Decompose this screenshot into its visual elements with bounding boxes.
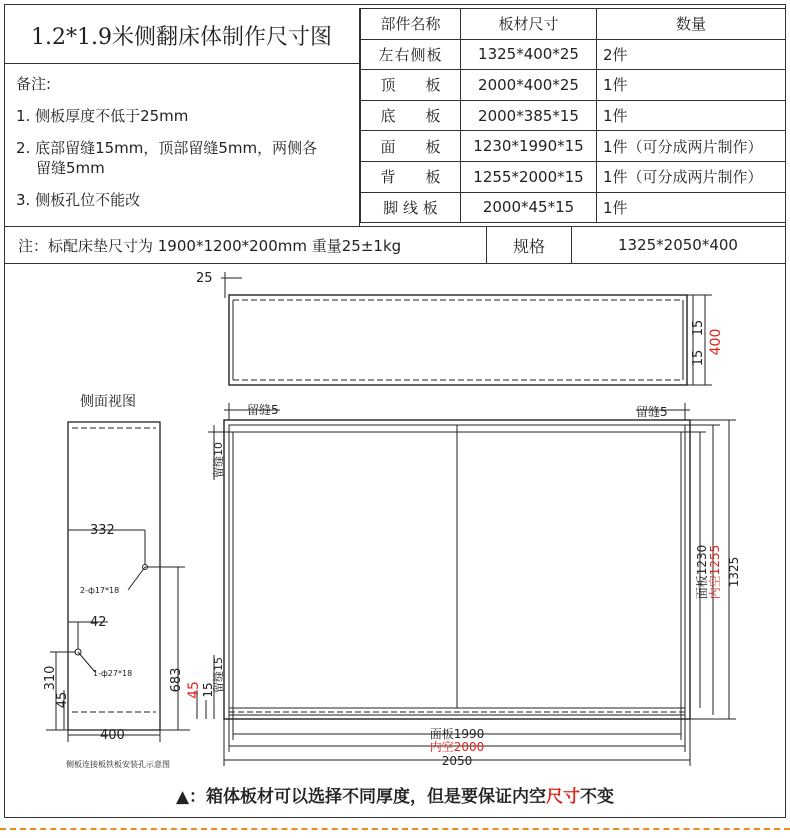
header-part-name: 部件名称 bbox=[361, 9, 461, 40]
spec-value: 1325*2050*400 bbox=[618, 236, 738, 254]
dim-25-label: 25 bbox=[196, 271, 213, 286]
row-size: 2000*45*15 bbox=[461, 192, 597, 223]
row-size: 1325*400*25 bbox=[461, 39, 597, 70]
row-name: 脚 线 板 bbox=[361, 192, 461, 223]
row-name: 面 板 bbox=[361, 131, 461, 162]
note-item-1: 1. 侧板厚度不低于25mm bbox=[16, 107, 189, 125]
dim-332-label: 332 bbox=[90, 523, 115, 538]
row-name: 左右侧板 bbox=[361, 39, 461, 70]
row-qty: 1件（可分成两片制作） bbox=[597, 161, 786, 192]
row-size: 2000*385*15 bbox=[461, 100, 597, 131]
dim-side-45-label: 45 bbox=[55, 691, 70, 709]
row-name: 底 板 bbox=[361, 100, 461, 131]
side-view-outline bbox=[68, 422, 160, 730]
notes-heading: 备注: bbox=[16, 75, 52, 93]
dim-45-red-label: 45 bbox=[186, 681, 202, 699]
bottom-dashed-divider bbox=[0, 828, 790, 830]
hole-2-label: 1-ф27*18 bbox=[93, 669, 133, 678]
hole-1-leader bbox=[128, 567, 145, 590]
footer-highlight: 尺寸 bbox=[546, 787, 581, 807]
row-qty: 1件 bbox=[597, 70, 786, 101]
row-qty: 1件 bbox=[597, 192, 786, 223]
side-view-caption: 侧板连接板铁板安装孔示意图 bbox=[66, 760, 170, 769]
header-board-size: 板材尺寸 bbox=[461, 9, 597, 40]
panel-1230-label: 面板1230 bbox=[695, 544, 709, 600]
panel-1990-label: 面板1990 bbox=[429, 727, 485, 741]
dim-42-label: 42 bbox=[90, 615, 107, 630]
dim-683-label: 683 bbox=[169, 667, 184, 693]
footer-note bbox=[4, 782, 786, 807]
dim-15b-label: 15 bbox=[691, 349, 706, 367]
row-size: 1255*2000*15 bbox=[461, 161, 597, 192]
top-view-outline bbox=[229, 295, 687, 385]
mattress-note: 注：标配床垫尺寸为 1900*1200*200mm 重量25±1kg bbox=[18, 237, 402, 255]
dim-15a-label: 15 bbox=[691, 319, 706, 337]
spec-label: 规格 bbox=[486, 227, 572, 263]
dim-1325-label: 1325 bbox=[727, 556, 741, 588]
row-qty: 1件（可分成两片制作） bbox=[597, 131, 786, 162]
gap5-left-label: 留缝5 bbox=[247, 403, 279, 417]
dim-400-label: 400 bbox=[708, 328, 724, 356]
note-item-2: 2. 底部留缝15mm，顶部留缝5mm，两侧各 bbox=[16, 139, 318, 157]
page-title: 1.2*1.9米侧翻床体制作尺寸图 bbox=[4, 8, 360, 64]
side-view-title: 侧面视图 bbox=[80, 394, 136, 410]
gap5-right-label: 留缝5 bbox=[636, 405, 668, 419]
inner-1255-label: 内空1255 bbox=[708, 544, 722, 600]
row-size: 1230*1990*15 bbox=[461, 131, 597, 162]
footer-prefix: ▲：箱体板材可以选择不同厚度，但是要保证内空 bbox=[175, 787, 547, 807]
row-name: 顶 板 bbox=[361, 70, 461, 101]
note-item-3: 3. 侧板孔位不能改 bbox=[16, 191, 141, 209]
header-quantity: 数量 bbox=[597, 9, 786, 40]
dim-310-label: 310 bbox=[43, 665, 58, 691]
hole-1-label: 2-ф17*18 bbox=[80, 586, 120, 595]
gap15-label: 留缝15 bbox=[212, 657, 225, 693]
dim-side-400-label: 400 bbox=[100, 728, 125, 743]
gap10-label: 留缝10 bbox=[212, 442, 225, 478]
row-size: 2000*400*25 bbox=[461, 70, 597, 101]
row-qty: 1件 bbox=[597, 100, 786, 131]
row-name: 背 板 bbox=[361, 161, 461, 192]
dim-15-label: 15 bbox=[201, 682, 215, 698]
footer-suffix: 不变 bbox=[580, 787, 615, 807]
note-item-2-cont: 留缝5mm bbox=[36, 159, 105, 177]
row-qty: 2件 bbox=[597, 39, 786, 70]
dim-2050-label: 2050 bbox=[441, 754, 473, 768]
inner-2000-label: 内空2000 bbox=[429, 740, 485, 754]
